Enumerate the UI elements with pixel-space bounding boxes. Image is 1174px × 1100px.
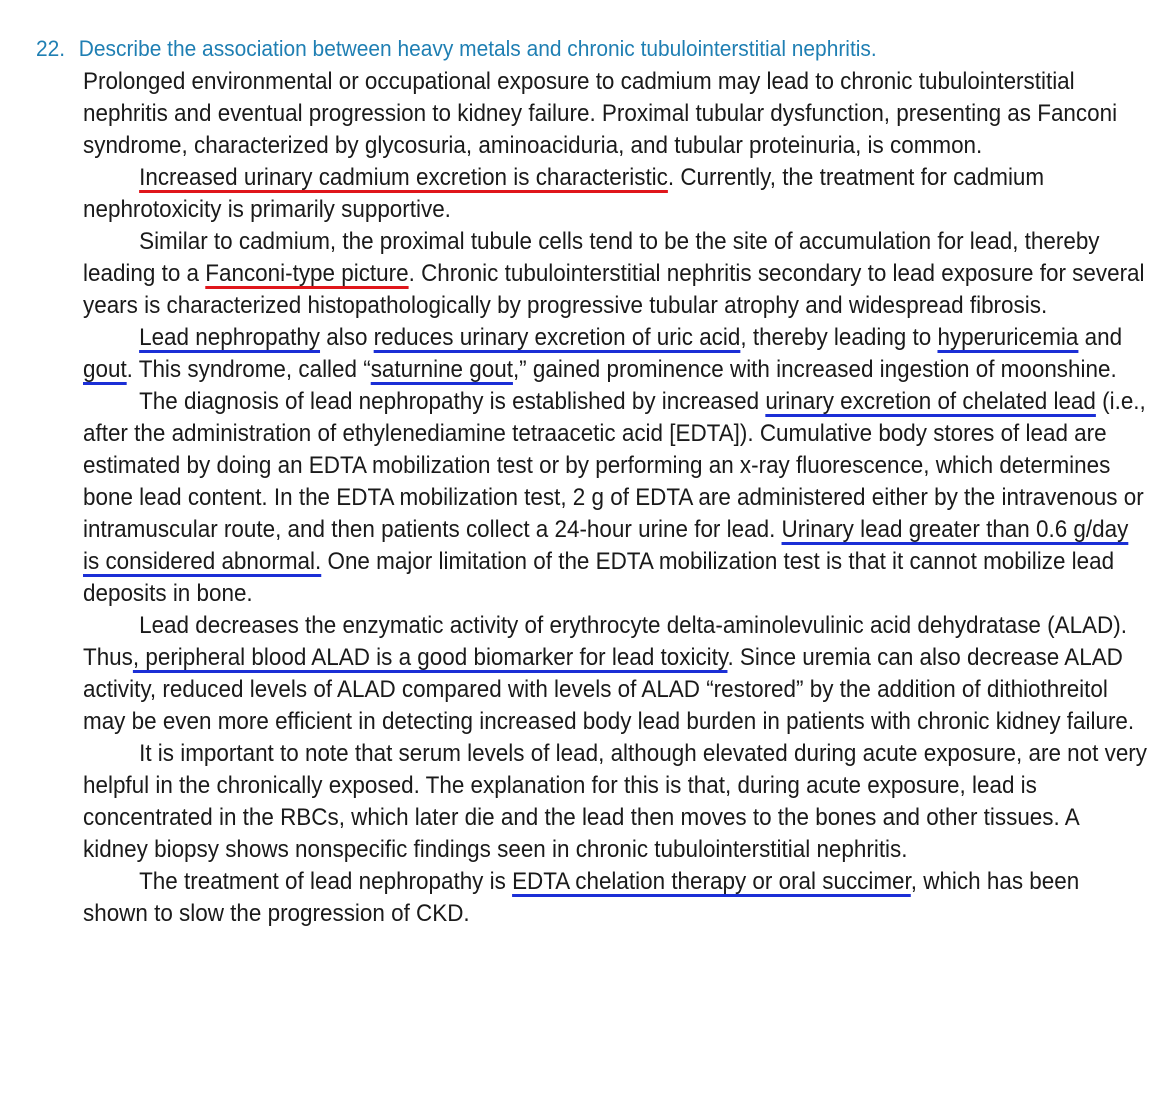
paragraph-text: The diagnosis of lead nephropathy is established by increased: [139, 388, 766, 415]
paragraph-cadmium-exposure: [83, 66, 1149, 162]
red-underlined-phrase: Fanconi-type picture: [205, 260, 409, 287]
paragraph-lead-accumulation: [83, 226, 1149, 322]
blue-underlined-phrase: gout: [83, 356, 127, 383]
paragraph-text: , which has been shown to slow the progression of CKD.: [83, 868, 1080, 927]
blue-underlined-phrase: Lead nephropathy: [139, 324, 321, 351]
paragraph-text: It is important to note that serum levels of lead, although elevated during acute exposure, are not very helpful in the chronically exposed. The explanation for this is that, during acute exposure, lead is concentrated in the RBCs, which later die and the lead then moves to the bones and other tissues. A kidney biopsy shows nonspecific findings seen in chronic tubulointerstitial nephritis.: [83, 740, 1148, 863]
paragraph-text: , thereby leading to: [740, 324, 938, 351]
paragraph-saturnine-gout: [83, 322, 1149, 386]
paragraph-alad: [83, 610, 1149, 738]
blue-underlined-phrase: urinary excretion of chelated lead: [765, 388, 1096, 415]
paragraph-text: Lead decreases the enzymatic activity of erythrocyte delta-aminolevulinic acid dehydratase (ALAD). Thus: [83, 612, 1127, 671]
blue-underlined-phrase: saturnine gout: [370, 356, 513, 383]
blue-underlined-phrase: , peripheral blood ALAD is a good biomarker for lead toxicity: [132, 644, 728, 671]
paragraph-treatment: [83, 866, 1149, 930]
paragraph-text: also: [320, 324, 374, 351]
paragraph-text: ,” gained prominence with increased ingestion of moonshine.: [512, 356, 1117, 383]
paragraph-text: Similar to cadmium, the proximal tubule cells tend to be the site of accumulation for lead, thereby leading to a: [83, 228, 1100, 287]
answer-body: [83, 66, 1149, 930]
blue-underlined-phrase: hyperuricemia: [937, 324, 1079, 351]
blue-underlined-phrase: EDTA chelation therapy or oral succimer: [512, 868, 911, 895]
question-title: Describe the association between heavy metals and chronic tubulointerstitial nephritis.: [78, 36, 877, 61]
paragraph-text: . This syndrome, called “: [126, 356, 371, 383]
blue-underlined-phrase: reduces urinary excretion of uric acid: [373, 324, 741, 351]
paragraph-text: . Currently, the treatment for cadmium nephrotoxicity is primarily supportive.: [83, 164, 1045, 223]
paragraph-text: The treatment of lead nephropathy is: [139, 868, 513, 895]
paragraph-text: (i.e., after the administration of ethylenediamine tetraacetic acid [EDTA]). Cumulative body stores of lead are estimated by doing an EDTA mobilization test or by performing an x-ray fluorescence, which determines bone lead content. In the EDTA mobilization test, 2 g of EDTA are administered either by the intravenous or intramuscular route, and then patients collect a 24-hour urine for lead.: [83, 388, 1146, 543]
paragraph-text: . Chronic tubulointerstitial nephritis secondary to lead exposure for several years is characterized histopathologically by progressive tubular atrophy and widespread fibrosis.: [83, 260, 1145, 319]
paragraph-text: and: [1078, 324, 1123, 351]
paragraph-text: One major limitation of the EDTA mobilization test is that it cannot mobilize lead deposits in bone.: [83, 548, 1115, 607]
paragraph-text: . Since uremia can also decrease ALAD activity, reduced levels of ALAD compared with levels of ALAD “restored” by the addition of dithiothreitol may be even more efficient in detecting increased body lead burden in patients with chronic kidney failure.: [83, 644, 1135, 735]
paragraph-serum-levels: [83, 738, 1149, 866]
paragraph-text: Prolonged environmental or occupational exposure to cadmium may lead to chronic tubulointerstitial nephritis and eventual progression to kidney failure. Proximal tubular dysfunction, presenting as Fanconi syndrome, characterized by glycosuria, aminoaciduria, and tubular proteinuria, is common.: [83, 68, 1118, 159]
paragraph-lead-diagnosis: [83, 386, 1149, 610]
blue-underlined-phrase: Urinary lead greater than 0.6 g/day is considered abnormal.: [83, 516, 1129, 575]
red-underlined-phrase: Increased urinary cadmium excretion is characteristic: [139, 164, 668, 191]
question-heading: [36, 34, 1078, 64]
paragraph-cadmium-excretion: [83, 162, 1149, 226]
question-number: 22.: [36, 36, 66, 61]
